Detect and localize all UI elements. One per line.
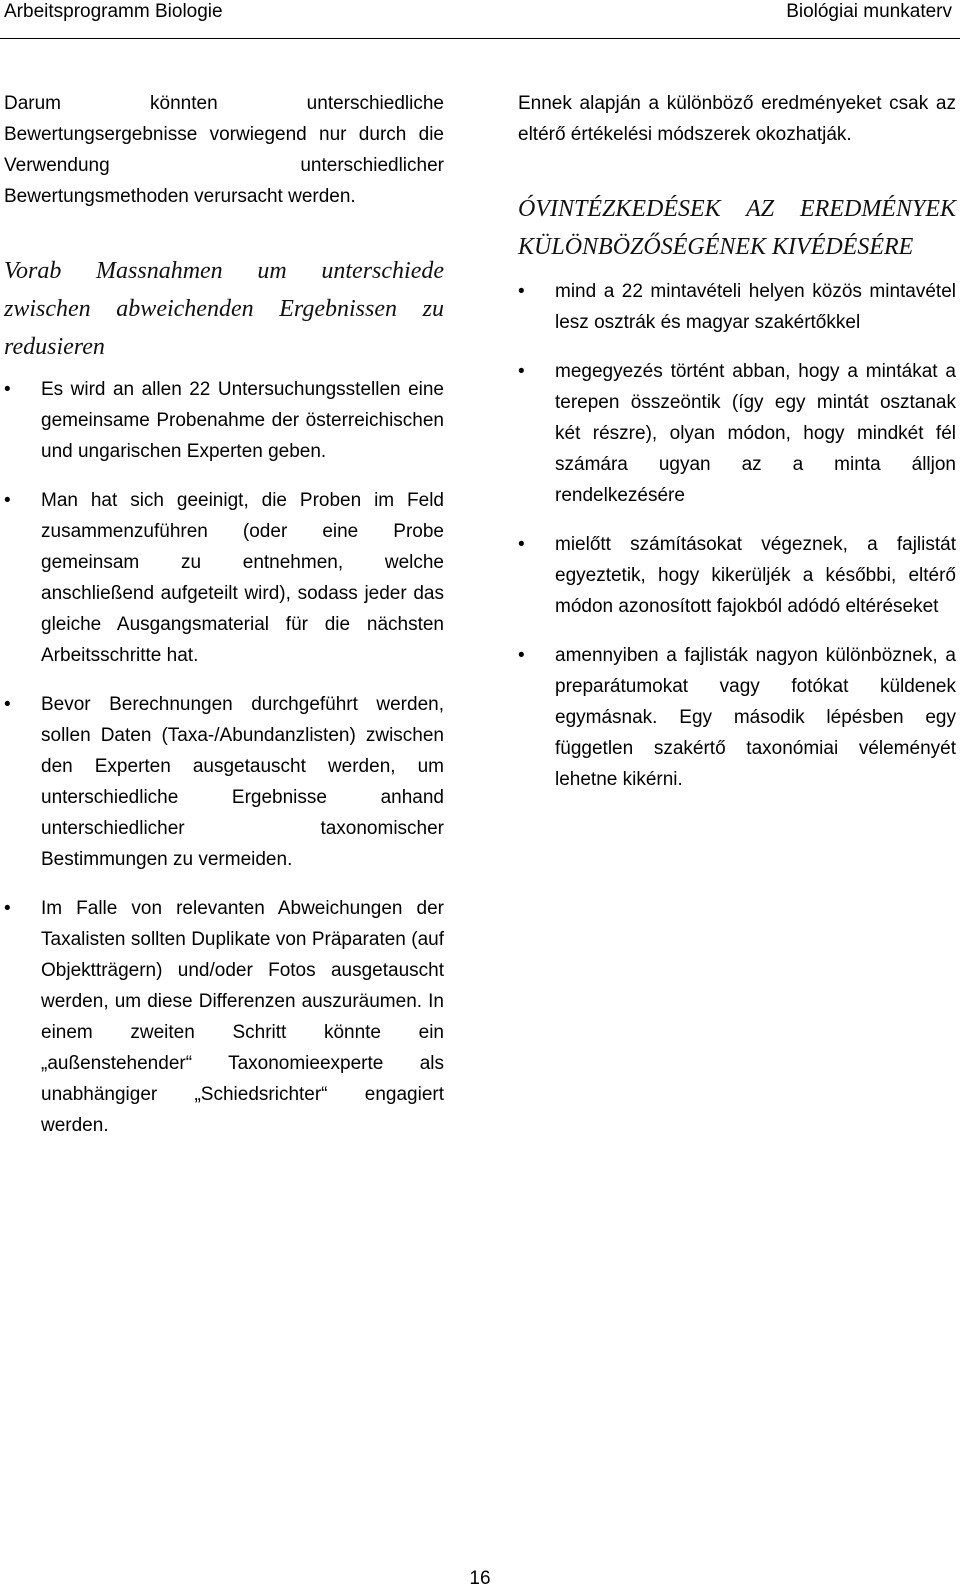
list-item (518, 640, 956, 795)
list-item (518, 529, 956, 622)
bullet-icon: • (518, 534, 525, 555)
page-header (0, 0, 960, 39)
list-item-text: Es wird an allen 22 Untersuchungsstellen eine gemeinsame Probenahme der österreichischen und ungarischen Experten geben. (41, 379, 444, 462)
hungarian-intro-paragraph: Ennek alapján a különböző eredményeket csak az eltérő értékelési módszerek okozhatják. (518, 93, 956, 145)
german-bullet-list (4, 374, 444, 1141)
german-intro-paragraph: Darum könnten unterschiedliche Bewertungsergebnisse vorwiegend nur durch die Verwendung unterschiedlicher Bewertungsmethoden verursacht werden. (4, 93, 444, 207)
german-section-heading: Vorab Massnahmen um unterschiede zwischen abweichenden Ergebnissen zu redusieren (4, 258, 444, 360)
header-title-hungarian: Biológiai munkaterv (786, 1, 952, 22)
list-item (518, 356, 956, 511)
header-title-german: Arbeitsprogramm Biologie (4, 1, 223, 22)
bullet-icon: • (518, 281, 525, 302)
bullet-icon: • (518, 361, 525, 382)
list-item-text: mielőtt számításokat végeznek, a fajlistát egyeztetik, hogy kikerüljék a későbbi, eltérő módon azonosított fajokból adódó eltéréseket (555, 534, 956, 617)
list-item-text: Bevor Berechnungen durchgeführt werden, sollen Daten (Taxa-/Abundanzlisten) zwischen den Experten ausgetauscht werden, um unterschiedliche Ergebnisse anhand unterschiedlicher taxonomischer Bestimmungen zu vermeiden. (41, 694, 444, 870)
page-number: 16 (469, 1568, 491, 1589)
list-item (4, 689, 444, 875)
bullet-icon: • (4, 379, 11, 400)
bullet-icon: • (4, 898, 11, 919)
list-item (4, 485, 444, 671)
list-item-text: megegyezés történt abban, hogy a mintákat a terepen összeöntik (így egy mintát osztanak két részre), olyan módon, hogy mindkét fél számára ugyan az a minta álljon rendelkezésére (555, 361, 956, 506)
bullet-icon: • (4, 490, 11, 511)
list-item (518, 276, 956, 338)
bullet-icon: • (518, 645, 525, 666)
list-item (4, 374, 444, 467)
list-item-text: Im Falle von relevanten Abweichungen der Taxalisten sollten Duplikate von Präparaten (auf Objektträgern) und/oder Fotos ausgetauscht werden, um diese Differenzen auszuräumen. In einem zweiten Schritt könnte ein „außenstehender“ Taxonomieexperte als unabhängiger „Schiedsrichter“ engagiert werden. (41, 898, 444, 1136)
bullet-icon: • (4, 694, 11, 715)
hungarian-column (518, 88, 956, 813)
list-item (4, 893, 444, 1141)
list-item-text: amennyiben a fajlisták nagyon különböznek, a preparátumokat vagy fotókat küldenek egymásnak. Egy második lépésben egy független szakértő taxonómiai véleményét lehetne kikérni. (555, 645, 956, 790)
hungarian-section-heading: ÓVINTÉZKEDÉSEK AZ EREDMÉNYEK KÜLÖNBÖZŐSÉGÉNEK KIVÉDÉSÉRE (518, 196, 956, 260)
list-item-text: mind a 22 mintavételi helyen közös mintavétel lesz osztrák és magyar szakértőkkel (555, 281, 956, 333)
list-item-text: Man hat sich geeinigt, die Proben im Feld zusammenzuführen (oder eine Probe gemeinsam zu entnehmen, welche anschließend aufgeteilt wird), sodass jeder das gleiche Ausgangsmaterial für die nächsten Arbeitsschritte hat. (41, 490, 444, 666)
hungarian-bullet-list (518, 276, 956, 795)
german-column (4, 88, 444, 1159)
